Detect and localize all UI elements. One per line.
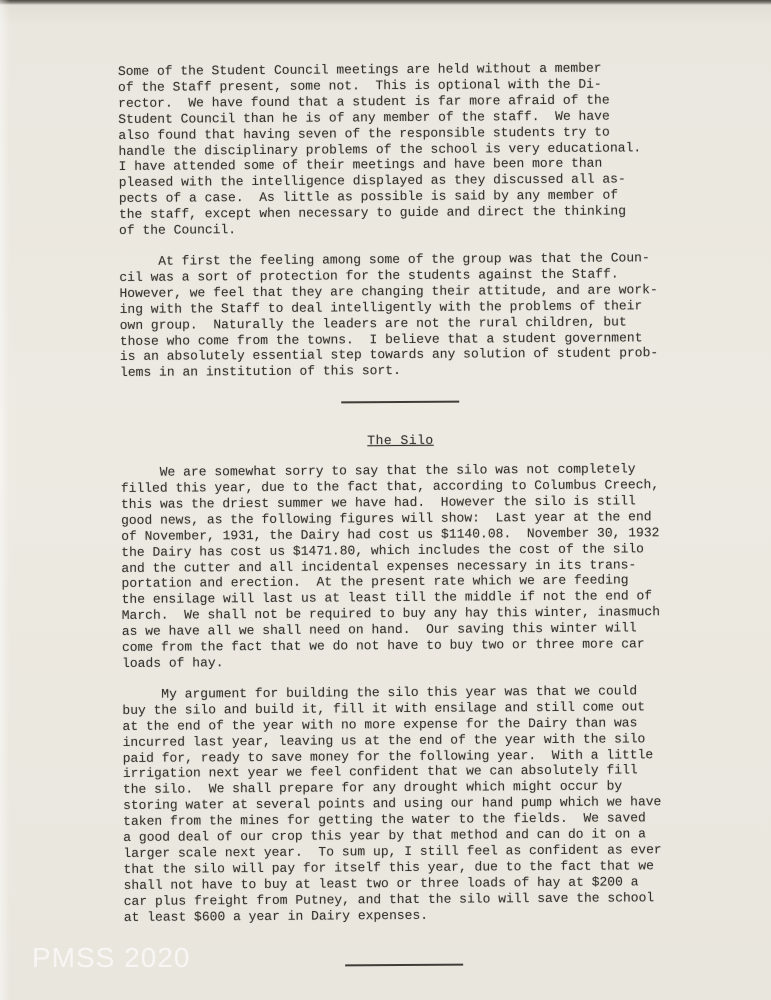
paragraph-student-council-meetings: Some of the Student Council meetings are held without a member of the Staff present, some not. This is optional with the Di- rector. We have found that a student is far more afraid of the Student Council than he is of any member of the staff. We have also found that having seven of the responsible students try to handle the disciplinary problems of the school is very educational. I have attended some of their meetings and have been more than pleased with the intelligence displayed as they discussed all as- pects of a case. As little as possible is said by any member of the staff, except when necessary to guide and direct the thinking of the Council. bbox=[117, 60, 642, 239]
section-divider-top bbox=[341, 401, 459, 404]
paragraph-silo-status: We are somewhat sorry to say that the silo was not completely filled this year, due to the fact that, according to Columbus Creech, this was the driest summer we have had. However the silo is still good news, as the following figures will show: Last year at the end of November, 1931, the Dairy had cost us $1140.08. November 30, 1932 the Dairy has cost us $1471.80, which includes the cost of the silo and the cutter and all incidental expenses necessary in its trans- portation and erection. At the present rate which we are feeding the ensilage will last us at least till the middle if not the end of March. We shall not be required to buy any hay this winter, inasmuch as we have all we shall need on hand. Our saving this winter will come from the fact that we do not have to buy two or three more car loads of hay. bbox=[120, 461, 661, 671]
watermark-pmss-2020: PMSS 2020 bbox=[32, 942, 191, 973]
document-content bbox=[118, 60, 684, 967]
section-divider-bottom bbox=[345, 963, 463, 966]
paragraph-silo-argument: My argument for building the silo this year was that we could buy the silo and build it, fill it with ensilage and still come out at the end of the year with no more expense for the Dairy than was incurred last year, leaving us at the end of the year with the silo paid for, ready to save money for the following year. With a little irrigation next year we feel confident that we can absolutely fill the silo. We shall prepare for any drought which might occur by storing water at several points and using our hand pump which we have taken from the mines for getting the water to the fields. We saved a good deal of our crop this year by that method and can do it on a larger scale next year. To sum up, I still feel as confident as ever that the silo will pay for itself this year, due to the fact that we shall not have to buy at least two or three loads of hay at $200 a car plus freight from Putney, and that the silo will save the school at least $600 a year in Dairy expenses. bbox=[122, 683, 662, 925]
paragraph-council-attitude: At first the feeling among some of the group was that the Coun- cil was a sort of protection for the students against the Staff. However, we feel that they are changing their attitude, and are work- ing with the Staff to deal intelligently with the problems of their own group. Naturally the leaders are not the rural children, but those who come from the towns. I believe that a student government is an absolutely essential step towards any solution of student prob- lems in an institution of this sort. bbox=[119, 250, 659, 381]
section-heading-the-silo: The Silo bbox=[367, 432, 434, 449]
